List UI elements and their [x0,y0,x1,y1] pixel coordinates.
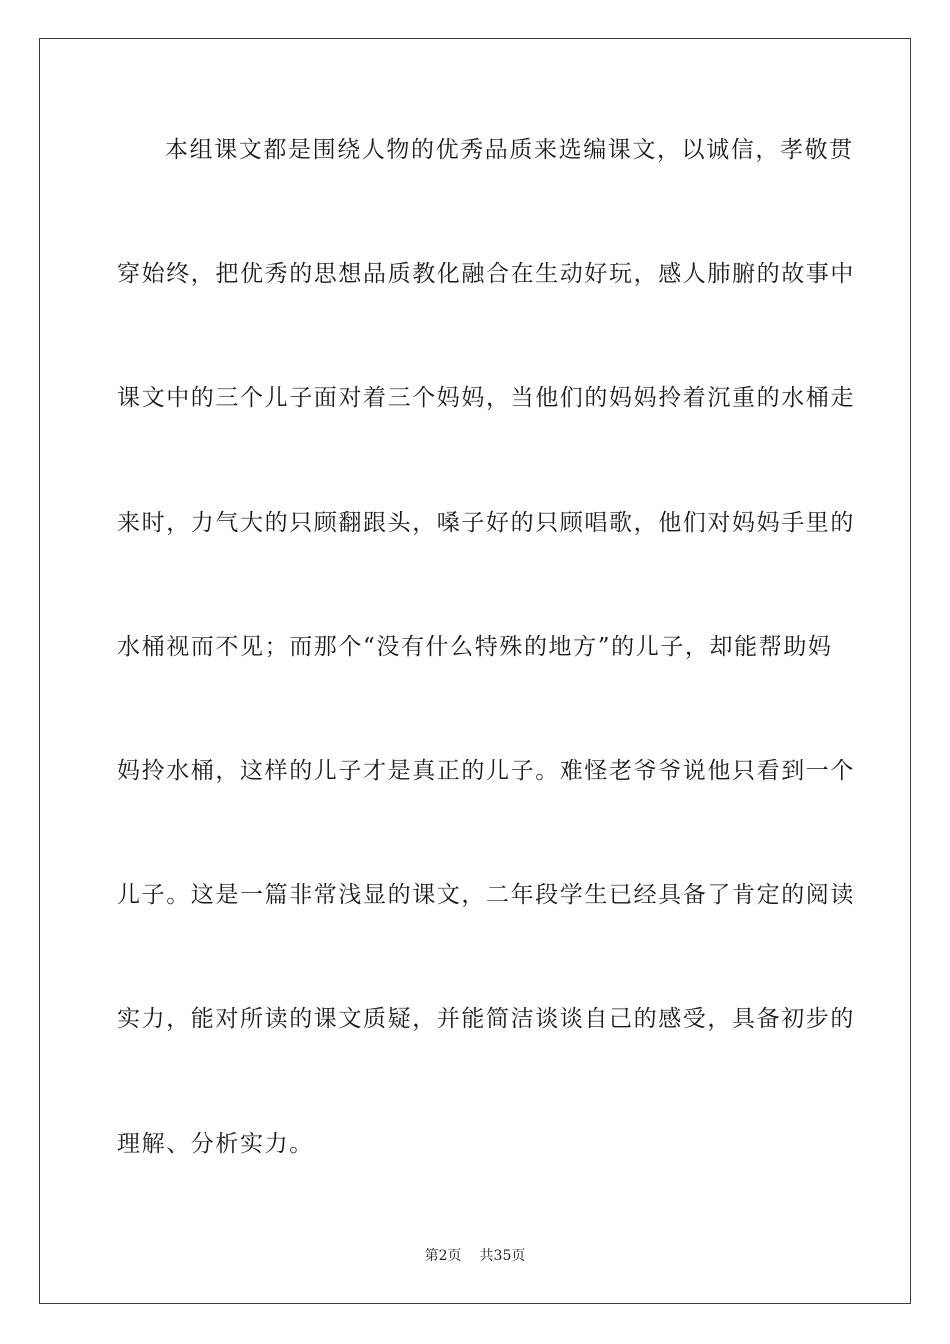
paragraph-line-4: 来时，力气大的只顾翻跟头，嗓子好的只顾唱歌，他们对妈妈手里的 [117,510,855,536]
paragraph-line-1: 本组课文都是围绕人物的优秀品质来选编课文，以诚信，孝敬贯 [165,137,854,163]
paragraph-line-5: 水桶视而不见；而那个“没有什么特殊的地方”的儿子，却能帮助妈 [117,634,833,660]
paragraph-line-2: 穿始终，把优秀的思想品质教化融合在生动好玩，感人肺腑的故事中 [117,261,855,287]
paragraph-line-9: 理解、分析实力。 [117,1131,314,1157]
paragraph-line-7: 儿子。这是一篇非常浅显的课文，二年段学生已经具备了肯定的阅读 [117,882,855,908]
page-number: 第2页 [424,1248,462,1264]
page-footer [0,1247,950,1265]
page-frame [39,38,911,1304]
paragraph-line-8: 实力，能对所读的课文质疑，并能简洁谈谈自己的感受，具备初步的 [117,1006,855,1032]
paragraph-line-6: 妈拎水桶，这样的儿子才是真正的儿子。难怪老爷爷说他只看到一个 [117,758,855,784]
paragraph-line-3: 课文中的三个儿子面对着三个妈妈，当他们的妈妈拎着沉重的水桶走 [117,385,855,411]
page-total: 共35页 [479,1248,526,1264]
